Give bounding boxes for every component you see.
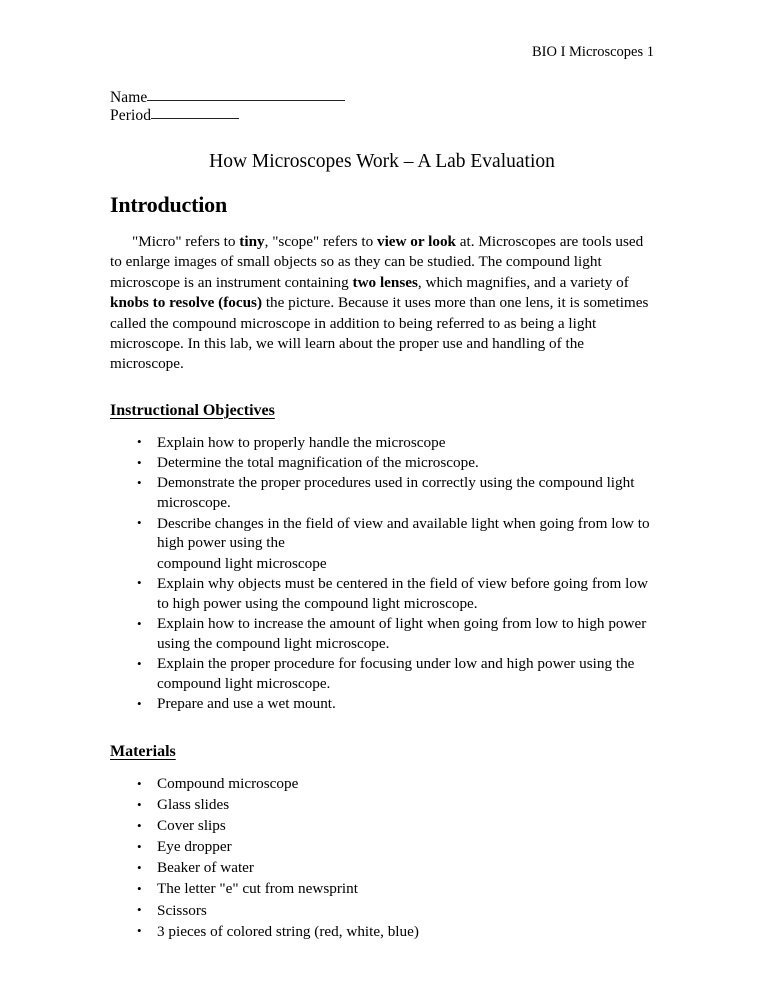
- list-item: • Explain how to increase the amount of light when going from low to high power using the compound light microscope.: [110, 614, 654, 654]
- list-item: • Prepare and use a wet mount.: [110, 694, 654, 714]
- introduction-paragraph: [110, 232, 654, 375]
- list-item: • The letter "e" cut from newsprint: [110, 879, 654, 900]
- name-label: Name: [110, 89, 148, 106]
- list-item: • Demonstrate the proper procedures used in correctly using the compound light microscope.: [110, 473, 654, 513]
- page-title: How Microscopes Work – A Lab Evaluation: [209, 151, 555, 172]
- materials-heading: Materials: [110, 743, 176, 760]
- list-item: • Explain why objects must be centered in the field of view before going from low to high power using the compound light microscope.: [110, 574, 654, 614]
- text-run: , "scope" refers to: [264, 233, 377, 250]
- materials-list: [110, 774, 654, 942]
- period-field-row: [110, 106, 654, 124]
- period-input-line[interactable]: [151, 106, 239, 119]
- list-item: • Cover slips: [110, 816, 654, 837]
- list-item: • Glass slides: [110, 795, 654, 816]
- list-item: • Explain the proper procedure for focusing under low and high power using the compound light microscope.: [110, 654, 654, 694]
- list-item: • 3 pieces of colored string (red, white, blue): [110, 922, 654, 943]
- text-run: "Micro" refers to: [132, 233, 240, 250]
- list-item: • Scissors: [110, 901, 654, 922]
- name-input-line[interactable]: [147, 88, 345, 101]
- list-item: • Explain how to properly handle the microscope: [110, 433, 654, 453]
- objectives-heading: Instructional Objectives: [110, 401, 275, 419]
- text-run: at. Microscopes are tools used to enlarge images of small objects so as they can be studied. The compound light microscope is an instrument containing: [110, 233, 644, 291]
- document-body: [110, 88, 654, 943]
- name-field-row: [110, 88, 654, 106]
- list-item: • Beaker of water: [110, 858, 654, 879]
- running-head: BIO I Microscopes 1: [531, 44, 654, 60]
- list-item: • Eye dropper: [110, 837, 654, 858]
- objectives-heading-wrap: [110, 401, 654, 421]
- introduction-heading: Introduction: [110, 192, 227, 217]
- list-item-continuation: compound light microscope: [157, 554, 327, 572]
- emphasis-run: two lenses: [352, 273, 418, 291]
- list-item: • Describe changes in the field of view and available light when going from low to high power using the: [110, 514, 654, 554]
- materials-heading-wrap: [110, 742, 654, 762]
- list-item: • Determine the total magnification of the microscope.: [110, 453, 654, 473]
- period-label: Period: [110, 107, 152, 124]
- list-item: • Compound microscope: [110, 774, 654, 795]
- objectives-list: [110, 433, 654, 714]
- emphasis-run: tiny: [239, 233, 265, 250]
- student-info-block: [110, 88, 654, 124]
- text-run: the picture. Because it uses more than one lens, it is sometimes called the compound microscope in addition to being referred to as being a light microscope. In this lab, we will learn about the proper use and handling of the microscope.: [110, 294, 649, 373]
- emphasis-run: knobs to resolve (focus): [110, 294, 263, 312]
- emphasis-run: view or look: [376, 233, 456, 250]
- text-run: , which magnifies, and a variety of: [417, 273, 629, 291]
